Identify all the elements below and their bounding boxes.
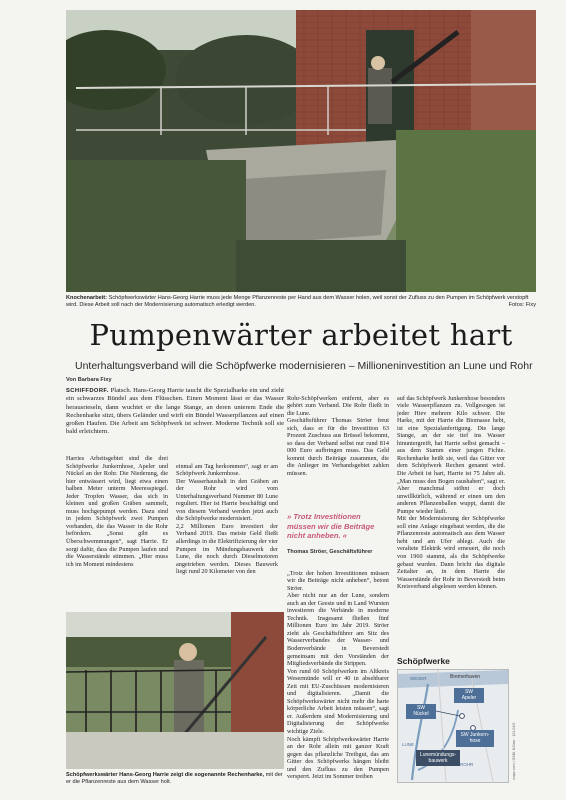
caption-text: Schöpfwerkswärter Hans-Georg Harrie muss jede Menge Pflanzenreste per Hand aus dem Wasser holen, weil sonst der Zufluss zu den Pumpen im Schöpfwerk verstopft wird. Diese Arbeit soll nach der Modernisierung automatisch erledigt werden. bbox=[66, 295, 529, 308]
byline: Von Barbara Fixy bbox=[66, 377, 112, 383]
headline: Pumpenwärter arbeitet hart bbox=[89, 318, 513, 352]
article-column-4 bbox=[397, 387, 505, 652]
bottom-photo-image bbox=[66, 612, 284, 769]
bottom-photo-caption bbox=[66, 772, 286, 786]
bottom-photo bbox=[66, 612, 284, 769]
map-label-bremerhaven: Bremerhaven bbox=[450, 674, 481, 680]
map-graphic bbox=[397, 669, 509, 783]
map-image bbox=[398, 670, 508, 782]
map-label-luneburg: Lunemündungs- bauwerk bbox=[419, 752, 457, 764]
map-label-sw-junkernhose: SW Junkern- hose bbox=[460, 732, 490, 744]
map-label-sw-nueckel: SW Nückel bbox=[413, 705, 429, 717]
pull-quote bbox=[287, 512, 389, 555]
caption-lead: Knochenarbeit: bbox=[66, 295, 108, 301]
article-column-3-top bbox=[287, 387, 389, 505]
article-column-2 bbox=[176, 455, 278, 615]
map-label-weser: WESER bbox=[410, 676, 427, 681]
quote-source: Thomas Ströer, Geschäftsführer bbox=[287, 548, 373, 555]
column-1-text: Harries Arbeitsgebiet sind die drei Schöpfwerke Junkernhose, Apeler und Nückel an der Rohr. Die Niederung, die hier entwässert wird, liegt etwa einen halben Meter unterm Meeresspiegel. Jeder Tropfen Wasser, das sich in kleinen und großen Gräben sammelt, muss hochgepumpt werden. Dazu sind in jedem Schöpfwerk zwei Pumpen vorhanden, die das Wasser in die Rohr befördern. „Sonst gibt es Überschwemmungen“, sagt Harrie. Er sorgt dafür, dass die Pumpen laufen und die Wasserstände stimmen. „Hier muss ich im Moment mindestens bbox=[66, 455, 168, 568]
lead-paragraph bbox=[66, 387, 284, 437]
top-photo bbox=[66, 10, 536, 292]
article-column-1 bbox=[66, 455, 168, 615]
map-credit: mapz.com / OSM, NZ/aw · 121.01/0 bbox=[512, 722, 516, 780]
column-3-top-text: Rohr-Schöpfwerken entfernt, aber es gehört zum Verband. Die Rohr fließt in die Lune. Geschäftsführer Thomas Ströer freut sich, dass er für die Investition 63 Prozent Zuschuss aus Brüssel bekommt, so dass der Verband selbst nur rund 814 000 Euro aufbringen muss. Das Geld kommt durch Beiträge zusammen, die die Anlieger im Verbandsgebiet zahlen müssen. bbox=[287, 394, 389, 478]
article-column-3-bottom bbox=[287, 562, 389, 794]
column-4-text: auf das Schöpfwerk Junkernhose besonders viele Wasserpflanzen zu. Vollgesogen ist jeder Hiev mehrere Kilo schwer. Die Harke, mit der Harrie die Biomasse hebt, ist eine Spezialanfertigung. Die lange Stange, an der sie tief ins Wasser hinuntergreift, hat Harrie selbst gemacht – aus dem Stamm einer jungen Fichte. Rechenharke heißt sie, weil das Gitter vor dem Schöpfwerk Rechen genannt wird. Die Arbeit ist hart, Harrie ist 75 Jahre alt. „Man muss den Bogen raushaben“, sagt er. Aber manchmal stöhnt er doch unwillkürlich, während er einen um den anderen Pflanzenballen wuppt, damit die Pumpe wieder läuft. Mit der Modernisierung der Schöpfwerke soll eine Anlage eingebaut werden, die die Pflanzenreste automatisch aus dem Wasser hebt und am Ufer ablegt. Auch die veraltete Elektrik wird erneuert, die noch von 1960 stammt, als die Schöpfwerke gebaut wurden. Dann bricht das digitale Zeitalter an, in dem Harrie die Wasserstände der Rohr in Beverstedt beim Kreisverband abgelesen werden können. bbox=[397, 394, 505, 591]
map-label-lune: LUNE bbox=[402, 742, 415, 747]
map-label-sw-apeler: SW Apeler bbox=[461, 689, 477, 701]
map-label-rohr: ROHR bbox=[460, 762, 474, 767]
lead-text: Platsch. Hans-Georg Harrie taucht die Spezialharke ein und zieht ein schwarzes Bündel aus dem Flüsschen. Einen Moment lässt er das Wasser herausrieseln, dann wuchtet er die lange Stange, an deren unterem Ende die Rechenharke sitzt, übers Geländer und wirft ein Bündel Wasserpflanzen auf einen großen Haufen. Die Arbeit am Schöpfwerk ist schwer. Moderne Technik soll sie bald erleichtern. bbox=[66, 387, 284, 436]
column-3-bottom-text: „Trotz der hohen Investitionen müssen wir die Beiträge nicht anheben“, betont Ströer. Aber nicht nur an der Lune, sondern auch an der Geeste und in Land Wursten investieren die Verbände in moderne Technik. Insgesamt fließen fünf Millionen Euro im Jahr 2019. Ströer zieht als Geschäftsführer am Sitz des Wasserverbandes der Wasser- und Bodenverbände in Beverstedt gemeinsam mit den Vorständen der Mitgliedsverbände die Strippen. Von rund 60 Schöpfwerken im Altkreis Wesermünde will er 40 in absehbarer Zeit mit EU-Zuschüssen modernisieren und digitalisieren. „Damit die Schöpfwerkswärter nicht mehr die harte körperliche Arbeit leisten müssen“, sagt er. Außerdem sind Modernisierung und Digitalisierung der Schöpfwerke wichtige Ziele. Noch kämpft Schöpfwerkswärter Harrie an der Rohr allein mit ganzer Kraft gegen das pflanzliche Treibgut, das am Gitter des Schöpfwerks hängen bleibt und den Zufluss zu den Pumpen versperrt. Jetzt im Sommer treiben bbox=[287, 569, 389, 781]
top-photo-image bbox=[66, 10, 536, 292]
subheadline: Unterhaltungsverband will die Schöpfwerke modernisieren – Millioneninvestition an Lune und Rohr bbox=[75, 360, 533, 372]
map-title: Schöpfwerke bbox=[397, 656, 450, 666]
top-photo-caption bbox=[66, 295, 536, 309]
column-2-text: einmal am Tag herkommen“, sagt er am Schöpfwerk Junkernhose. Der Wasserhaushalt in den Gräben an der Rohr wird vom Unterhaltungsverband Nummer 80 Lune reguliert. Hier ist Harrie beschäftigt und von diesem Verband werden jetzt auch die Schöpfwerke modernisiert. 2,2 Millionen Euro investiert der Verband 2019. Das meiste Geld fließt allerdings in die Elektrifizierung der vier Pumpen im Mündungsbauwerk der Lune, die noch durch Dieselmotoren angetrieben werden. Dieses Bauwerk liegt rund 20 Kilometer von den bbox=[176, 462, 278, 576]
photo-credit: Fotos: Fixy bbox=[508, 302, 536, 308]
dateline: SCHIFFDORF. bbox=[66, 388, 109, 394]
bottom-caption-text: mit der er die Pflanzenreste aus dem Wasser holt. bbox=[66, 772, 283, 785]
bottom-caption-lead: Schöpfwerkswärter Hans-Georg Harrie zeigt die sogenannte Rechenharke, bbox=[66, 772, 265, 778]
quote-text: » Trotz Investitionen müssen wir die Beiträge nicht anheben. « bbox=[287, 512, 375, 540]
